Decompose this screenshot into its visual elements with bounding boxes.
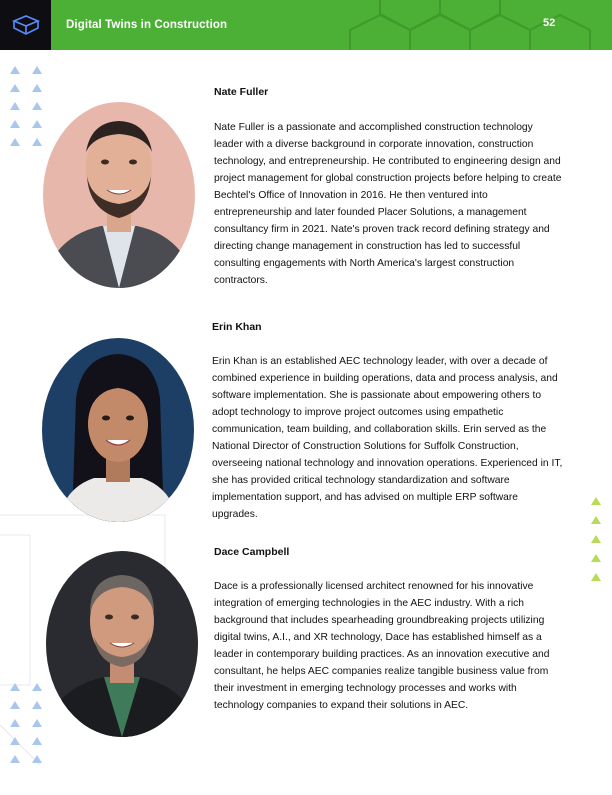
document-title: Digital Twins in Construction <box>66 19 228 31</box>
hexagon-pattern-decoration <box>340 0 612 50</box>
logo <box>0 0 51 50</box>
person-bio: Erin Khan is an established AEC technology leader, with over a decade of combined experience in building operations, data and process analysis, and software implementation. She is passionate about empowering others to adopt technology to improve project outcomes using empathetic communication, team building, and collaboration skills. Erin served as the National Director of Construction Solutions for Suffolk Construction, overseeing national technology and innovation operations. Experienced in IT, she has provided critical technology standardization and software implementation support, and has advised on multiple ERP software upgrades. <box>212 356 563 520</box>
triangle-decoration-bottom <box>10 683 50 768</box>
page-header <box>0 0 612 50</box>
portrait-photo-erin-khan <box>42 338 194 522</box>
person-name: Erin Khan <box>212 321 262 333</box>
portrait-photo-dace-campbell <box>46 551 198 737</box>
person-name: Nate Fuller <box>214 86 269 98</box>
page-number: 52 <box>543 17 556 29</box>
triangle-decoration-top <box>10 66 50 156</box>
person-name: Dace Campbell <box>214 546 290 558</box>
triangle-decoration-right <box>591 497 603 582</box>
person-bio: Nate Fuller is a passionate and accomplished construction technology leader with a diverse background in corporate innovation, construction technology, and entrepreneurship. He contributed to engineering design and project management for global construction projects before helping to create Bechtel's Office of Innovation in 2016. He then ventured into entrepreneurship and later founded Placer Solutions, a management consultancy firm in 2021. Nate's proven track record defining strategy and directing change management in construction has led to successful consulting engagements with North America's largest construction contractors. <box>214 122 562 286</box>
cube-logo-icon <box>11 13 41 37</box>
person-bio: Dace is a professionally licensed architect renowned for his innovative integration of emerging technologies in the AEC industry. With a rich background that includes spearheading groundbreaking projects utilizing digital twins, A.I., and XR technology, Dace has established himself as a leader in contemporary building practices. As an innovation executive and consultant, he helps AEC companies realize tangible business value from their investment in emerging technology processes and works with technology companies to expand their solutions in AEC. <box>214 581 550 711</box>
portrait-photo-nate-fuller <box>43 102 195 288</box>
